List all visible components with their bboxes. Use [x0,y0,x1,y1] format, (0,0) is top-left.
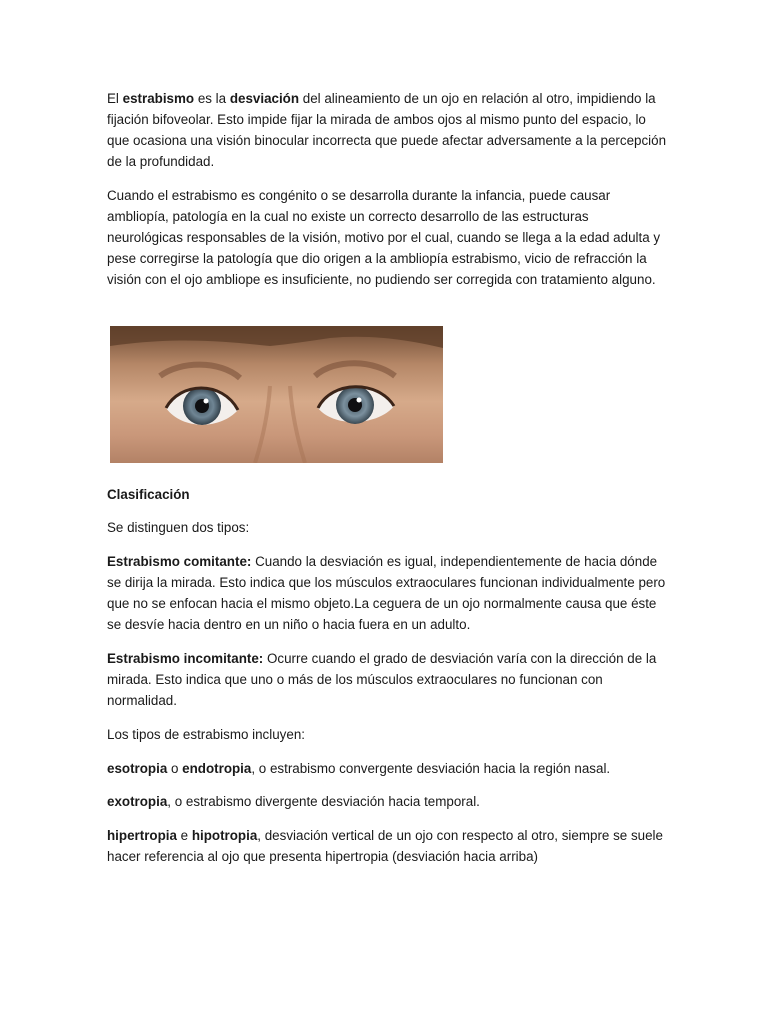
paragraph-incomitante [107,648,667,711]
paragraph-ambliopia [107,185,667,290]
bold-term-hipertropia: hipertropia [107,828,177,843]
text-run: del alineamiento de un ojo en relación al otro, impidiendo la fijación bifoveolar. Esto impide fijar la mirada de ambos ojos al mismo punto del espacio, lo que ocasiona una visión binocular incorrecta que puede afectar adversamente a la percepción de la profundidad. [107,91,667,169]
text-run: , o estrabismo divergente desviación hacia temporal. [167,794,480,809]
text-run: El [107,91,123,106]
text-run: , desviación vertical de un ojo con respecto al otro, siempre se suele hacer referencia al ojo que presenta hipertropia (desviación hacia arriba) [107,828,663,864]
bold-term-exotropia: exotropia [107,794,168,809]
paragraph-esotropia [107,758,667,779]
eyes-photo [110,326,443,463]
paragraph-text: Cuando el estrabismo es congénito o se desarrolla durante la infancia, puede causar ambliopía, patología en la cual no existe un correcto desarrollo de las estructuras neurológicas responsables de la visión, motivo por el cual, cuando se llega a la edad adulta y pese corregirse la patología que dio origen a la ambliopía estrabismo, vicio de refracción la visión con el ojo ambliope es insuficiente, no pudiendo ser corregida con tratamiento alguno. [107,188,661,287]
tipos-intro-text: Los tipos de estrabismo incluyen: [107,727,305,742]
heading-clasificacion: Clasificación [107,487,190,502]
bold-term-desviacion: desviación [229,91,300,106]
text-comitante: Cuando la desviación es igual, independientemente de hacia dónde se dirija la mirada. Esto indica que los músculos extraoculares funcionan individualmente pero que no se enfocan hacia el mismo objeto.La ceguera de un ojo normalmente causa que éste se desvíe hacia dentro en un niño o hacia fuera en un adulto. [107,554,666,632]
paragraph-exotropia [107,791,667,812]
bold-term-estrabismo: estrabismo [122,91,195,106]
section-heading [107,484,667,505]
eyes-illustration [110,326,443,463]
text-incomitante: Ocurre cuando el grado de desviación varía con la dirección de la mirada. Esto indica que uno o más de los músculos extraoculares no funcionan con normalidad. [107,651,657,708]
paragraph-intro [107,517,667,538]
bold-term-endotropia: endotropia [182,761,252,776]
intro-text: Se distinguen dos tipos: [107,520,250,535]
label-incomitante: Estrabismo incomitante: [107,651,264,666]
text-run: , o estrabismo convergente desviación hacia la región nasal. [251,761,611,776]
paragraph-tipos-intro [107,724,667,745]
paragraph-comitante [107,551,667,635]
text-run: e [176,828,192,843]
text-run: o [167,761,183,776]
label-comitante: Estrabismo comitante: [107,554,252,569]
bold-term-hipotropia: hipotropia [191,828,258,843]
paragraph-hipertropia [107,825,667,867]
bold-term-esotropia: esotropia [107,761,168,776]
paragraph-definition [107,88,667,172]
text-run: es la [194,91,230,106]
